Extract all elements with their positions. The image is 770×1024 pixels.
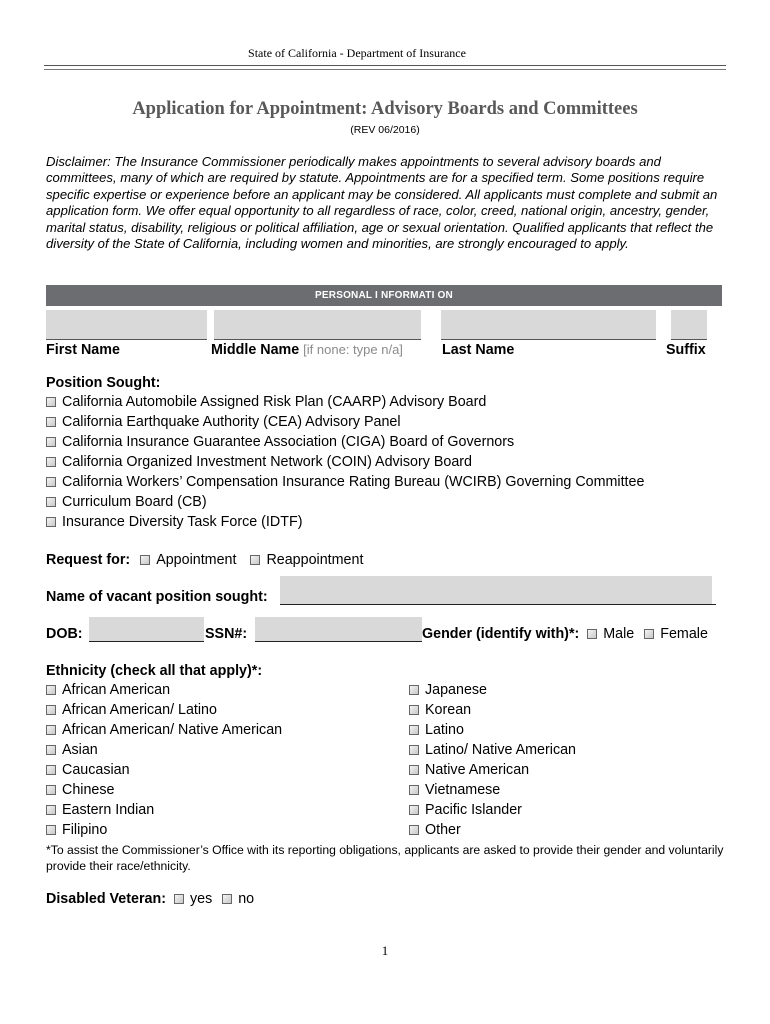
first-name-input[interactable] bbox=[46, 310, 207, 340]
document-title: Application for Appointment: Advisory Boards and Committees bbox=[132, 99, 638, 119]
ethnicity-option[interactable]: Filipino bbox=[46, 822, 282, 842]
last-name-input[interactable] bbox=[441, 310, 656, 340]
checkbox-icon[interactable] bbox=[46, 497, 56, 507]
ethnicity-option[interactable]: Korean bbox=[409, 702, 576, 722]
suffix-label: Suffix bbox=[666, 342, 706, 358]
checkbox-icon[interactable] bbox=[46, 725, 56, 735]
checkbox-icon[interactable] bbox=[644, 629, 654, 639]
ssn-input[interactable] bbox=[255, 617, 422, 642]
ethnicity-option[interactable]: Latino/ Native American bbox=[409, 742, 576, 762]
ethnicity-option[interactable]: Caucasian bbox=[46, 762, 282, 782]
position-sought-label: Position Sought: bbox=[46, 375, 161, 391]
ethnicity-option[interactable]: Native American bbox=[409, 762, 576, 782]
checkbox-icon[interactable] bbox=[409, 745, 419, 755]
gender-row bbox=[422, 626, 708, 642]
checkbox-icon[interactable] bbox=[409, 825, 419, 835]
ethnicity-option[interactable]: African American/ Native American bbox=[46, 722, 282, 742]
reporting-note: *To assist the Commissioner’s Office with its reporting obligations, applicants are asked to provide their gender and voluntarily provide their race/ethnicity. bbox=[46, 843, 724, 873]
position-option[interactable]: California Automobile Assigned Risk Plan (CAARP) Advisory Board bbox=[46, 394, 644, 414]
checkbox-icon[interactable] bbox=[46, 417, 56, 427]
checkbox-icon[interactable] bbox=[46, 825, 56, 835]
checkbox-icon[interactable] bbox=[46, 397, 56, 407]
ethnicity-option[interactable]: African American/ Latino bbox=[46, 702, 282, 722]
page-header: State of California - Department of Insurance bbox=[248, 46, 466, 60]
checkbox-icon[interactable] bbox=[46, 685, 56, 695]
middle-name-hint: [if none: type n/a] bbox=[303, 342, 403, 357]
checkbox-icon[interactable] bbox=[409, 765, 419, 775]
checkbox-icon[interactable] bbox=[409, 725, 419, 735]
request-for-label: Request for: bbox=[46, 552, 131, 568]
middle-name-input[interactable] bbox=[214, 310, 421, 340]
disclaimer-text: Disclaimer: The Insurance Commissioner periodically makes appointments to several advisory boards and committees, many of which are required by statute. Appointments are for a specified term. Some positions require specific expertise or experience before an applicant may be considered. All applicants must complete and submit an application form. We offer equal opportunity to all regardless of race, color, creed, national origin, ancestry, gender, marital status, disability, religious or political affiliation, age or sexual orientation. Qualified applicants that reflect the diversity of the State of California, including women and minorities, are strongly encouraged to apply. bbox=[46, 154, 718, 252]
checkbox-icon[interactable] bbox=[46, 437, 56, 447]
checkbox-icon[interactable] bbox=[409, 805, 419, 815]
ethnicity-left-column bbox=[46, 682, 282, 842]
last-name-label: Last Name bbox=[442, 342, 515, 358]
checkbox-icon[interactable] bbox=[46, 705, 56, 715]
reappointment-option[interactable]: Reappointment bbox=[266, 552, 364, 568]
middle-name-label-wrap bbox=[211, 342, 403, 358]
gender-label: Gender (identify with)*: bbox=[422, 626, 580, 642]
male-option[interactable]: Male bbox=[603, 626, 635, 642]
ethnicity-option[interactable]: African American bbox=[46, 682, 282, 702]
checkbox-icon[interactable] bbox=[46, 457, 56, 467]
position-options bbox=[46, 394, 644, 534]
female-option[interactable]: Female bbox=[660, 626, 708, 642]
middle-name-label: Middle Name bbox=[211, 342, 300, 358]
appointment-option[interactable]: Appointment bbox=[156, 552, 237, 568]
checkbox-icon[interactable] bbox=[587, 629, 597, 639]
position-option[interactable]: California Earthquake Authority (CEA) Advisory Panel bbox=[46, 414, 644, 434]
header-rule-secondary bbox=[44, 69, 726, 70]
checkbox-icon[interactable] bbox=[46, 477, 56, 487]
checkbox-icon[interactable] bbox=[46, 745, 56, 755]
vacant-position-label: Name of vacant position sought: bbox=[46, 589, 268, 605]
checkbox-icon[interactable] bbox=[409, 685, 419, 695]
checkbox-icon[interactable] bbox=[46, 805, 56, 815]
dob-input[interactable] bbox=[89, 617, 204, 642]
dob-label: DOB: bbox=[46, 626, 83, 642]
checkbox-icon[interactable] bbox=[46, 517, 56, 527]
veteran-no-option[interactable]: no bbox=[238, 891, 255, 907]
checkbox-icon[interactable] bbox=[250, 555, 260, 565]
vacant-position-underline bbox=[280, 604, 716, 605]
ethnicity-option[interactable]: Vietnamese bbox=[409, 782, 576, 802]
ethnicity-option[interactable]: Eastern Indian bbox=[46, 802, 282, 822]
revision-label: (REV 06/2016) bbox=[350, 124, 420, 136]
position-option[interactable]: California Insurance Guarantee Association (CIGA) Board of Governors bbox=[46, 434, 644, 454]
position-option[interactable]: California Workers’ Compensation Insurance Rating Bureau (WCIRB) Governing Committee bbox=[46, 474, 644, 494]
ethnicity-option[interactable]: Chinese bbox=[46, 782, 282, 802]
checkbox-icon[interactable] bbox=[222, 894, 232, 904]
ethnicity-right-column bbox=[409, 682, 576, 842]
checkbox-icon[interactable] bbox=[409, 785, 419, 795]
vacant-position-input[interactable] bbox=[280, 576, 712, 605]
checkbox-icon[interactable] bbox=[46, 785, 56, 795]
disabled-veteran-label: Disabled Veteran: bbox=[46, 891, 166, 907]
suffix-input[interactable] bbox=[671, 310, 707, 340]
disabled-veteran-row bbox=[46, 891, 254, 907]
checkbox-icon[interactable] bbox=[409, 705, 419, 715]
first-name-label: First Name bbox=[46, 342, 120, 358]
checkbox-icon[interactable] bbox=[140, 555, 150, 565]
position-option[interactable]: Insurance Diversity Task Force (IDTF) bbox=[46, 514, 644, 534]
ethnicity-option[interactable]: Other bbox=[409, 822, 576, 842]
ethnicity-label: Ethnicity (check all that apply)*: bbox=[46, 663, 263, 679]
header-rule bbox=[44, 65, 726, 66]
personal-information-heading: PERSONAL I NFORMATI ON bbox=[46, 285, 722, 306]
position-option[interactable]: Curriculum Board (CB) bbox=[46, 494, 644, 514]
ethnicity-option[interactable]: Latino bbox=[409, 722, 576, 742]
position-option[interactable]: California Organized Investment Network (COIN) Advisory Board bbox=[46, 454, 644, 474]
ethnicity-option[interactable]: Pacific Islander bbox=[409, 802, 576, 822]
ethnicity-option[interactable]: Asian bbox=[46, 742, 282, 762]
request-for-row bbox=[46, 552, 363, 568]
checkbox-icon[interactable] bbox=[46, 765, 56, 775]
veteran-yes-option[interactable]: yes bbox=[189, 891, 213, 907]
ssn-label: SSN#: bbox=[205, 626, 248, 642]
ethnicity-option[interactable]: Japanese bbox=[409, 682, 576, 702]
checkbox-icon[interactable] bbox=[174, 894, 184, 904]
page-number: 1 bbox=[381, 943, 389, 958]
